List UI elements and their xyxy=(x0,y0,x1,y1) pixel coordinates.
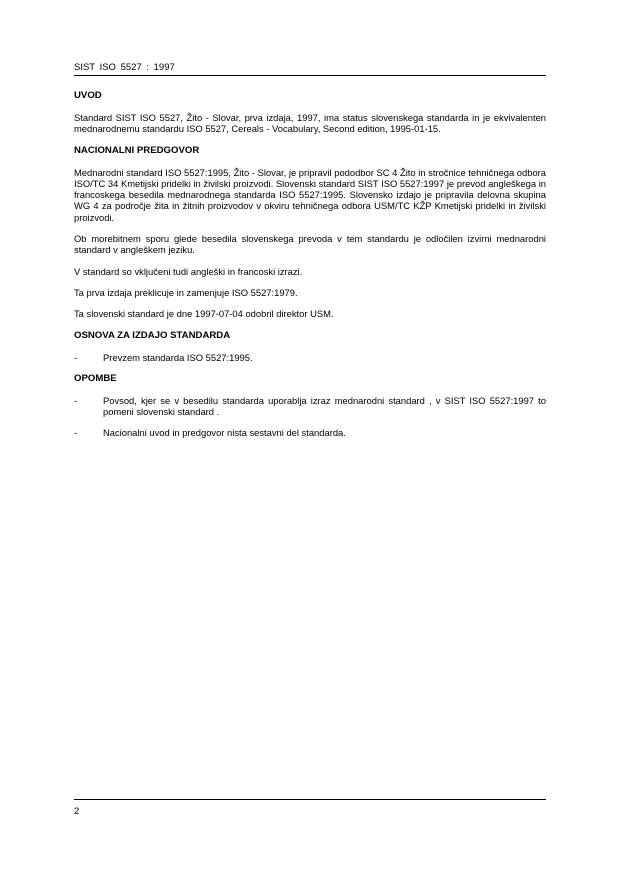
bullet-dash: - xyxy=(74,351,78,363)
opombe-item-1: Povsod, kjer se v besedilu standarda uporablja izraz mednarodni standard , v SIST ISO 5527:1997 to pomeni slovenski standard . xyxy=(103,394,546,418)
bullet-dash: - xyxy=(74,394,78,406)
predgovor-paragraph-4: Ta prva izdaja preklicuje in zamenjuje ISO 5527:1979. xyxy=(74,286,298,298)
section-title-osnova: OSNOVA ZA IZDAJO STANDARDA xyxy=(74,329,231,341)
document-id-header: SIST ISO 5527 : 1997 xyxy=(74,62,175,73)
predgovor-paragraph-5: Ta slovenski standard je dne 1997-07-04 odobril direktor USM. xyxy=(74,308,334,320)
osnova-item-1: Prevzem standarda ISO 5527:1995. xyxy=(103,351,253,363)
opombe-item-2: Nacionalni uvod in predgovor nista sestavni del standarda. xyxy=(103,427,346,439)
list-item xyxy=(74,352,546,363)
page-number: 2 xyxy=(74,806,80,817)
list-item xyxy=(74,395,546,418)
section-title-predgovor: NACIONALNI PREDGOVOR xyxy=(74,144,200,156)
uvod-paragraph: Standard SIST ISO 5527, Žito - Slovar, prva izdaja, 1997, ima status slovenskega standarda in je ekvivalenten mednarodnemu standardu ISO 5527, Cereals - Vocabulary, Second edition, 1995-01-15. xyxy=(74,112,546,135)
predgovor-paragraph-1: Mednarodni standard ISO 5527:1995, Žito - Slovar, je pripravil pododbor SC 4 Žito in stročnice tehničnega odbora ISO/TC 34 Kmetijski pridelki in živilski proizvodi. Slovenski standard SIST ISO 5527:1997 je prevod angleškega in francoskega besedila mednarodnega standarda ISO 5527:1995. Slovensko izdajo je pripravila delovna skupina WG 4 za področje žita in žitnih proizvodov v okviru tehničnega odbora USM/TC KŽP Kmetijski pridelki in živilski proizvodi. xyxy=(74,166,546,223)
list-item xyxy=(74,427,546,438)
predgovor-paragraph-2: Ob morebitnem sporu glede besedila slovenskega prevoda v tem standardu je odločilen izvirni mednarodni standard v angleškem jeziku. xyxy=(74,233,546,256)
section-title-opombe: OPOMBE xyxy=(74,372,117,384)
section-title-uvod: UVOD xyxy=(74,90,102,101)
document-page xyxy=(74,0,546,877)
document-body xyxy=(74,90,546,449)
header-divider xyxy=(74,75,546,76)
footer-divider xyxy=(74,799,546,800)
bullet-dash: - xyxy=(74,427,78,439)
predgovor-paragraph-3: V standard so vključeni tudi angleški in francoski izrazi. xyxy=(74,265,303,277)
